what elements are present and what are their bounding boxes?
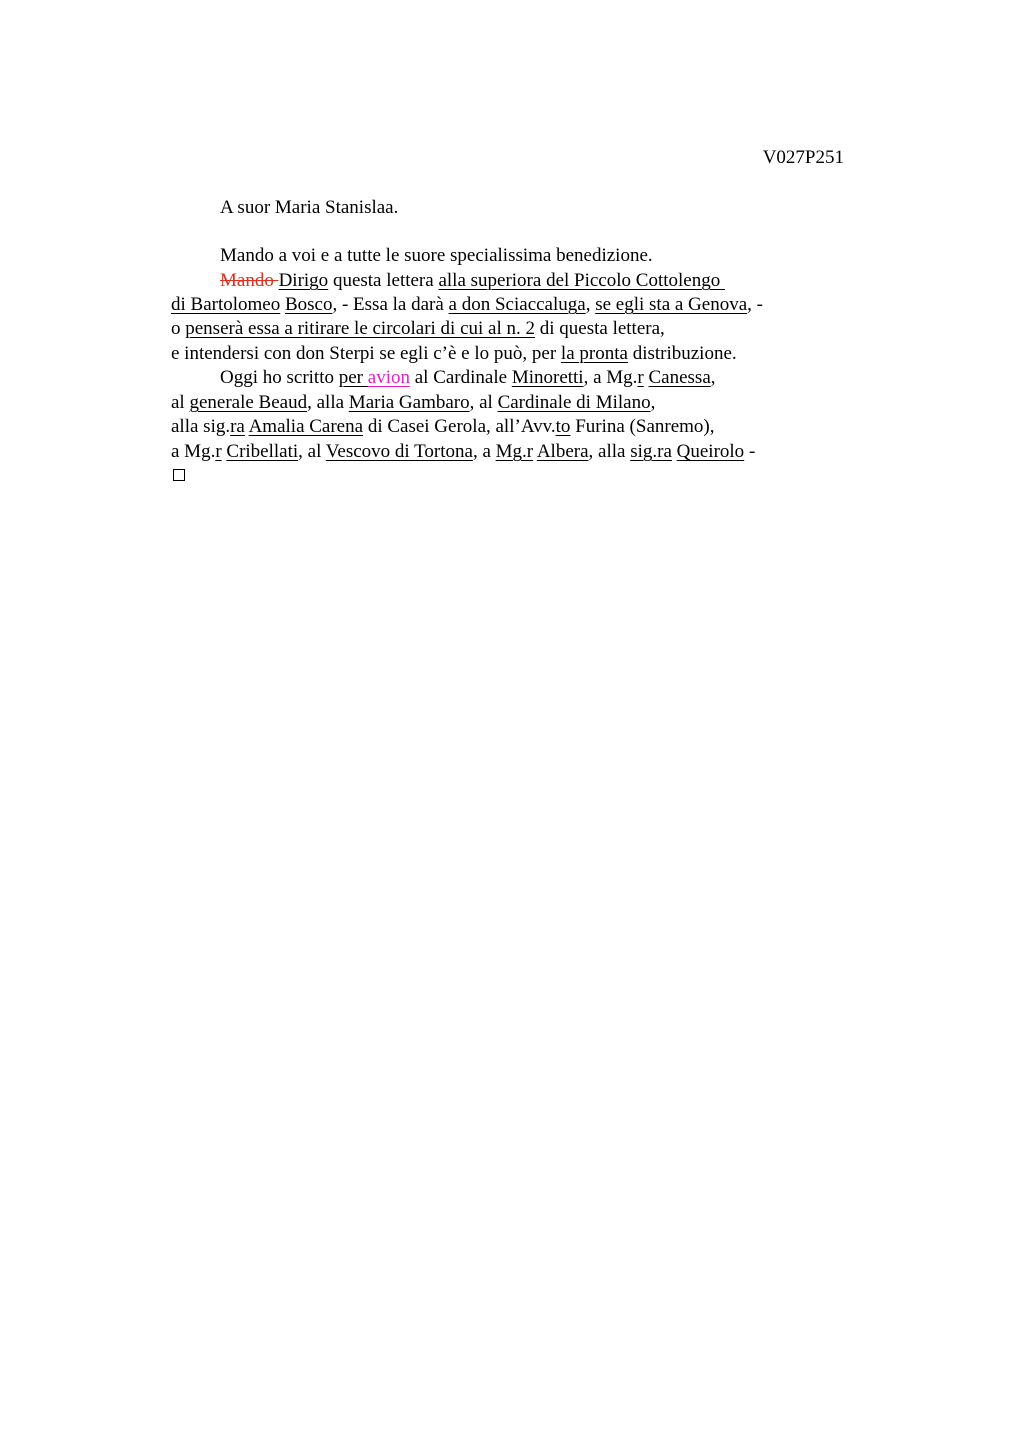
text-segment: , — [710, 367, 716, 388]
underlined-phrase: Amalia Carena — [248, 416, 364, 437]
underlined-phrase: to — [555, 416, 571, 437]
underlined-phrase: Albera — [536, 441, 589, 462]
text-segment: Oggi ho scritto — [220, 367, 339, 388]
inserted-word: Dirigo — [278, 270, 329, 291]
text-segment: e intendersi con don Sterpi se egli c’è e lo può, per — [171, 343, 561, 364]
underlined-phrase: per — [338, 367, 368, 388]
text-segment: , a — [472, 441, 496, 462]
text-segment: - — [744, 441, 756, 462]
text-segment: alla sig. — [171, 416, 231, 437]
underlined-phrase: di Bartolomeo — [171, 294, 281, 315]
underlined-phrase: Cardinale di Milano — [497, 392, 651, 413]
underlined-phrase: la pronta — [560, 343, 628, 364]
text-segment: , a Mg. — [583, 367, 638, 388]
paragraph-line-8 — [171, 415, 715, 439]
underlined-phrase: Cribellati — [226, 441, 299, 462]
paragraph-line-9 — [171, 440, 755, 464]
underlined-phrase: Minoretti — [511, 367, 584, 388]
underlined-phrase: r — [637, 367, 644, 388]
underlined-phrase: ra — [230, 416, 245, 437]
empty-box-glyph — [173, 469, 185, 481]
underlined-phrase: r — [215, 441, 222, 462]
text-segment: , - — [747, 294, 763, 315]
underlined-phrase: se egli sta a Genova — [595, 294, 748, 315]
underlined-phrase: Queirolo — [676, 441, 745, 462]
text-segment: o — [171, 318, 186, 339]
paragraph-line-3 — [171, 293, 763, 317]
underlined-phrase: a don Sciaccaluga — [448, 294, 586, 315]
paragraph-line-6 — [220, 366, 716, 390]
text-segment: distribuzione. — [627, 343, 737, 364]
text-segment: , — [585, 294, 596, 315]
text-segment: , alla — [588, 441, 631, 462]
text-segment: , al — [469, 392, 498, 413]
text-segment: , alla — [307, 392, 349, 413]
salutation: A suor Maria Stanislaa. — [220, 197, 399, 218]
text-segment: questa lettera — [328, 270, 439, 291]
paragraph-line-5 — [171, 342, 737, 366]
deleted-word: Mando — [220, 270, 279, 291]
text-segment: , al — [298, 441, 326, 462]
page-code: V027P251 — [762, 147, 844, 168]
text-segment: di questa lettera, — [535, 318, 665, 339]
text-segment: di Casei Gerola, all’Avv. — [363, 416, 556, 437]
paragraph-line-7 — [171, 391, 655, 415]
paragraph-line-4 — [171, 317, 665, 341]
text-segment: al — [171, 392, 190, 413]
text-segment: Furina (Sanremo), — [570, 416, 715, 437]
underlined-phrase: Mg.r — [495, 441, 534, 462]
paragraph-line-1: Mando a voi e a tutte le suore specialissima benedizione. — [220, 245, 653, 266]
paragraph-line-2 — [220, 269, 725, 293]
text-segment: a Mg. — [171, 441, 216, 462]
underlined-phrase: sig.ra — [630, 441, 672, 462]
underlined-phrase: Maria Gambaro — [348, 392, 470, 413]
highlighted-word: avion — [367, 367, 410, 388]
underlined-phrase: Vescovo di Tortona — [325, 441, 473, 462]
text-segment: , - Essa la darà — [332, 294, 449, 315]
underlined-phrase: Bosco — [284, 294, 333, 315]
text-segment: , — [650, 392, 656, 413]
underlined-phrase: generale Beaud — [189, 392, 308, 413]
underlined-phrase: alla superiora del Piccolo Cottolengo — [438, 270, 725, 291]
text-segment: al Cardinale — [409, 367, 512, 388]
underlined-phrase: Canessa — [648, 367, 711, 388]
underlined-phrase: penserà essa a ritirare le circolari di cui al n. 2 — [185, 318, 535, 339]
